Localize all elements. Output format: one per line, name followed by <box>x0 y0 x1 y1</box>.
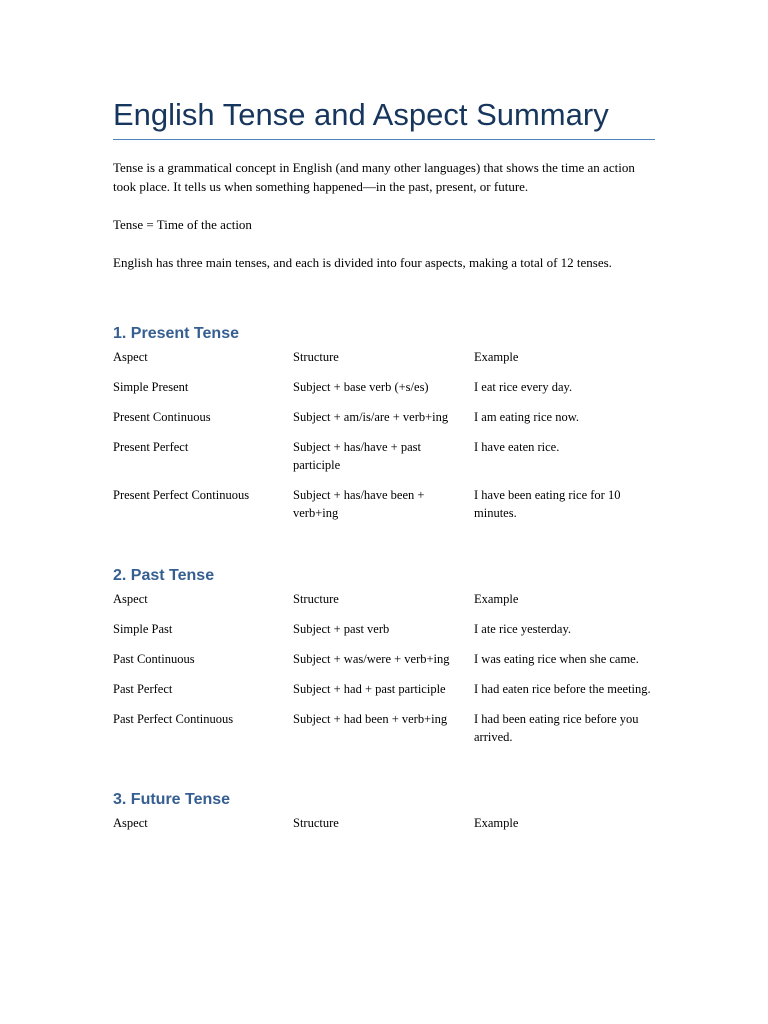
table-row <box>113 680 655 710</box>
example-cell: I ate rice yesterday. <box>474 622 572 636</box>
example-cell: I eat rice every day. <box>474 380 573 394</box>
table-row <box>113 650 655 680</box>
document-title: English Tense and Aspect Summary <box>113 96 655 140</box>
table-row <box>113 710 655 758</box>
table-row <box>113 438 655 486</box>
structure-cell: Subject + base verb (+s/es) <box>293 380 429 394</box>
table-row <box>113 378 655 408</box>
intro-paragraph-overview: English has three main tenses, and each is divided into four aspects, making a total of 12 tenses. <box>113 255 612 270</box>
aspect-cell: Present Continuous <box>113 410 211 424</box>
column-header-example: Example <box>474 592 519 606</box>
example-cell: I was eating rice when she came. <box>474 652 639 666</box>
section-heading-future: 3. Future Tense <box>113 791 231 808</box>
section-heading-past: 2. Past Tense <box>113 567 215 584</box>
table-header-row <box>113 348 655 378</box>
example-cell: I am eating rice now. <box>474 410 580 424</box>
column-header-structure: Structure <box>293 592 339 606</box>
structure-cell: Subject + past verb <box>293 622 390 636</box>
table-header-row <box>113 590 655 620</box>
aspect-cell: Simple Past <box>113 622 173 636</box>
example-cell: I have been eating rice for 10 minutes. <box>474 488 621 520</box>
column-header-aspect: Aspect <box>113 592 148 606</box>
aspect-cell: Present Perfect <box>113 440 189 454</box>
aspect-cell: Past Perfect <box>113 682 173 696</box>
structure-cell: Subject + had been + verb+ing <box>293 712 448 726</box>
aspect-cell: Simple Present <box>113 380 189 394</box>
table-header-row <box>113 814 655 844</box>
future-tense-table <box>113 814 655 844</box>
structure-cell: Subject + has/have been + verb+ing <box>293 488 425 520</box>
past-tense-table <box>113 590 655 758</box>
column-header-structure: Structure <box>293 816 339 830</box>
table-row <box>113 486 655 534</box>
structure-cell: Subject + am/is/are + verb+ing <box>293 410 449 424</box>
column-header-example: Example <box>474 816 519 830</box>
aspect-cell: Present Perfect Continuous <box>113 488 250 502</box>
table-row <box>113 620 655 650</box>
column-header-aspect: Aspect <box>113 350 148 364</box>
present-tense-table <box>113 348 655 534</box>
column-header-structure: Structure <box>293 350 339 364</box>
column-header-aspect: Aspect <box>113 816 148 830</box>
example-cell: I had eaten rice before the meeting. <box>474 682 651 696</box>
intro-paragraph-definition: Tense is a grammatical concept in English (and many other languages) that shows the time an action took place. It tells us when something happened—in the past, present, or future. <box>113 160 635 194</box>
section-heading-present: 1. Present Tense <box>113 325 239 342</box>
example-cell: I have eaten rice. <box>474 440 560 454</box>
document-page <box>113 96 655 844</box>
structure-cell: Subject + has/have + past participle <box>293 440 421 472</box>
table-row <box>113 408 655 438</box>
aspect-cell: Past Perfect Continuous <box>113 712 234 726</box>
aspect-cell: Past Continuous <box>113 652 195 666</box>
column-header-example: Example <box>474 350 519 364</box>
example-cell: I had been eating rice before you arrived. <box>474 712 639 744</box>
intro-paragraph-formula: Tense = Time of the action <box>113 217 252 232</box>
structure-cell: Subject + was/were + verb+ing <box>293 652 450 666</box>
structure-cell: Subject + had + past participle <box>293 682 446 696</box>
